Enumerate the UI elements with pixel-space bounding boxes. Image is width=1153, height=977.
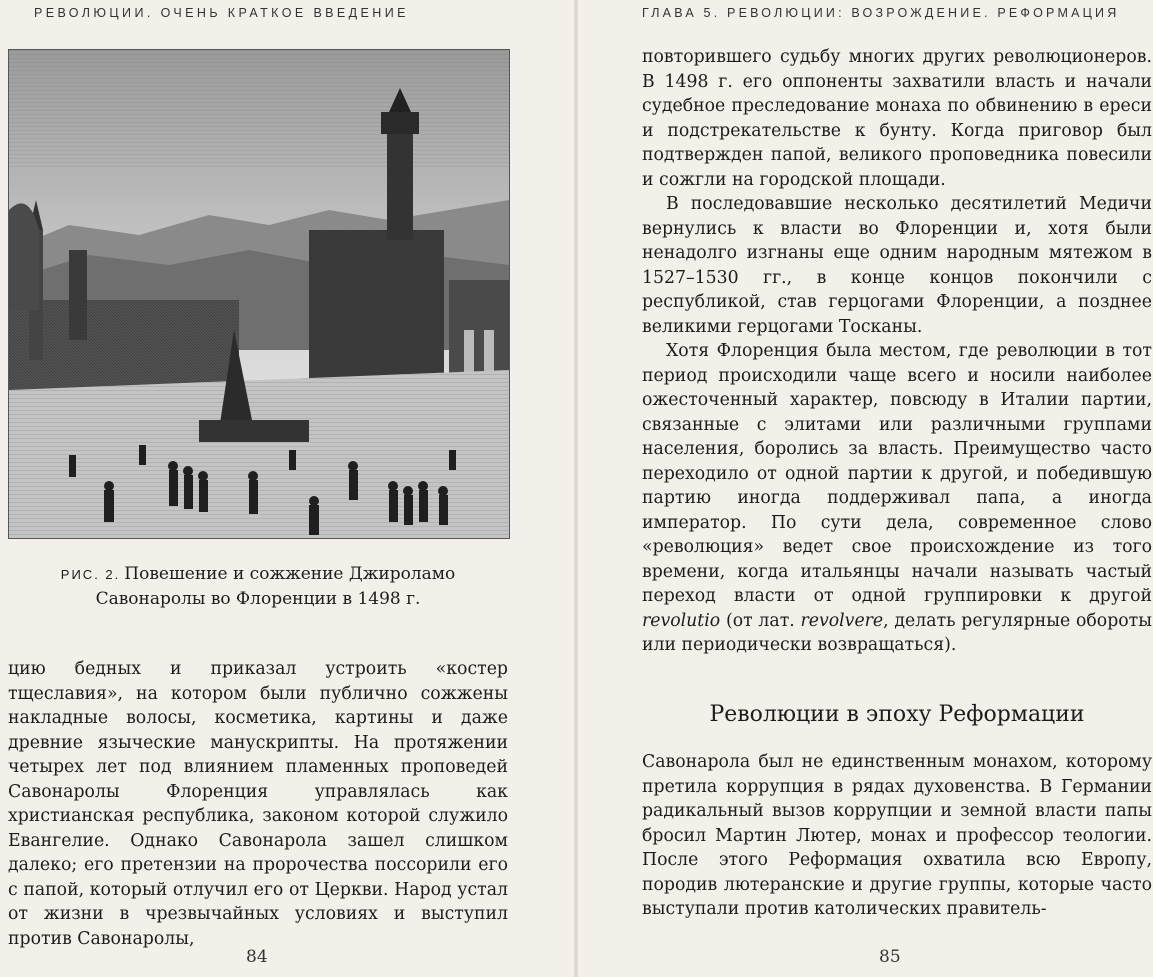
section-heading: Революции в эпоху Реформации: [709, 702, 1085, 727]
caption-line-2: Савонаролы во Флоренции в 1498 г.: [95, 589, 421, 609]
right-page: [576, 0, 1153, 977]
right-body-text-bottom: [642, 750, 1152, 922]
running-head-left: РЕВОЛЮЦИИ. ОЧЕНЬ КРАТКОЕ ВВЕДЕНИЕ: [34, 6, 409, 20]
page-number-left: 84: [246, 947, 268, 967]
right-paragraph-1: повторившего судьбу многих других революционеров. В 1498 г. его оппоненты захватили власть и начали судебное преследование монаха по обвинению в ереси и подстрекательстве к бунту. Когда приговор был подтвержден папой, великого проповедника повесили и сожгли на городской площади.: [642, 47, 1152, 190]
paragraph-3-text-b: (от лат.: [720, 610, 801, 631]
figure-caption: [8, 562, 508, 612]
right-body-text-top: [642, 45, 1152, 658]
figure-label: РИС. 2.: [60, 567, 121, 582]
right-paragraph-2: В последовавшие несколько десятилетий Медичи вернулись к власти во Флоренции и, хотя были ненадолго изгнаны еще одним народным мятежом в 1527–1530 гг., в конце концов покончили с республикой, став герцогами Флоренции, а позднее великими герцогами Тосканы.: [642, 194, 1152, 337]
savonarola-execution-engraving: [9, 50, 509, 538]
paragraph-3-text-c: , делать регулярные обороты или периодически возвращаться).: [642, 610, 1152, 655]
left-page: [0, 0, 576, 977]
right-paragraph-3: [642, 339, 1152, 658]
running-head-right: ГЛАВА 5. РЕВОЛЮЦИИ: ВОЗРОЖДЕНИЕ. РЕФОРМАЦИЯ: [642, 6, 1120, 20]
right-paragraph-4: Савонарола был не единственным монахом, которому претила коррупция в рядах духовенства. В Германии радикальный вызов коррупции и земной власти папы бросил Мартин Лютер, монах и профессор теологии. После этого Реформация охватила всю Европу, породив лютеранские и другие группы, которые часто выступали против католических правитель-: [642, 752, 1152, 919]
paragraph-3-text-a: Хотя Флоренция была местом, где революции в тот период происходили чаще всего и носили наиболее ожесточенный характер, повсюду в Италии партии, связанные с элитами или различными группами населения, боролись за власть. Преимущество часто переходило от одной партии к другой, и победившую партию иногда поддерживал папа, а иногда император. По сути дела, современное слово «революция» ведет свое происхождение из того времени, когда итальянцы начали называть частый переход власти от одной группировки к другой: [642, 341, 1152, 606]
engraving-figure: [8, 49, 510, 539]
left-body-text: [8, 657, 508, 951]
page-number-right: 85: [879, 947, 901, 967]
left-paragraph: цию бедных и приказал устроить «костер тщеславия», на котором были публично сожжены накладные волосы, косметика, картины и даже древние языческие манускрипты. На протяжении четырех лет под влиянием пламенных проповедей Савонаролы Флоренция управлялась как христианская республика, законом которой служило Евангелие. Однако Савонарола зашел слишком далеко; его претензии на пророчества поссорили его с папой, который отлучил его от Церкви. Народ устал от жизни в чрезвычайных условиях и выступил против Савонаролы,: [8, 659, 508, 949]
paragraph-3-italic-revolutio: revolutio: [642, 610, 721, 631]
paragraph-3-italic-revolvere: revolvere: [800, 610, 884, 631]
caption-line-1: Повешение и сожжение Джироламо: [124, 564, 456, 584]
